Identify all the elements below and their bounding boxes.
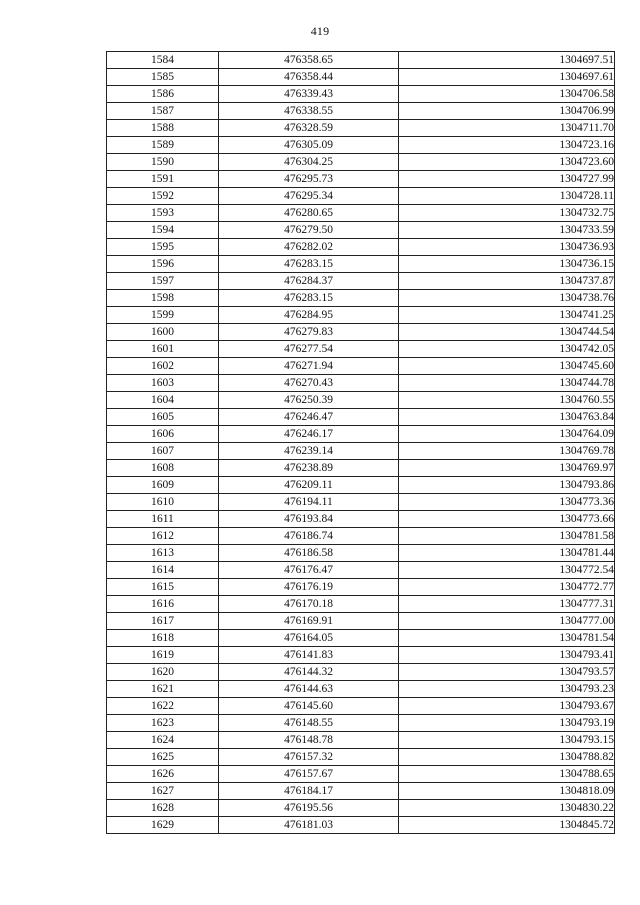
- point-number-cell: 1613: [107, 545, 219, 562]
- table-row: [107, 613, 615, 630]
- point-number-cell: 1594: [107, 222, 219, 239]
- y-coordinate-cell: 1304763.84: [399, 409, 615, 426]
- point-number-cell: 1606: [107, 426, 219, 443]
- point-number-cell: 1587: [107, 103, 219, 120]
- point-number-cell: 1591: [107, 171, 219, 188]
- y-coordinate-cell: 1304818.09: [399, 783, 615, 800]
- y-coordinate-cell: 1304745.60: [399, 358, 615, 375]
- table-row: [107, 154, 615, 171]
- point-number-cell: 1612: [107, 528, 219, 545]
- point-number-cell: 1618: [107, 630, 219, 647]
- table-row: [107, 681, 615, 698]
- table-row: [107, 137, 615, 154]
- x-coordinate-cell: 476246.47: [219, 409, 399, 426]
- y-coordinate-cell: 1304738.76: [399, 290, 615, 307]
- point-number-cell: 1625: [107, 749, 219, 766]
- table-row: [107, 239, 615, 256]
- x-coordinate-cell: 476304.25: [219, 154, 399, 171]
- table-row: [107, 171, 615, 188]
- point-number-cell: 1611: [107, 511, 219, 528]
- table-row: [107, 579, 615, 596]
- x-coordinate-cell: 476277.54: [219, 341, 399, 358]
- point-number-cell: 1609: [107, 477, 219, 494]
- x-coordinate-cell: 476164.05: [219, 630, 399, 647]
- table-row: [107, 800, 615, 817]
- y-coordinate-cell: 1304736.93: [399, 239, 615, 256]
- y-coordinate-cell: 1304793.23: [399, 681, 615, 698]
- point-number-cell: 1592: [107, 188, 219, 205]
- x-coordinate-cell: 476186.74: [219, 528, 399, 545]
- x-coordinate-cell: 476358.65: [219, 52, 399, 69]
- point-number-cell: 1620: [107, 664, 219, 681]
- x-coordinate-cell: 476283.15: [219, 290, 399, 307]
- point-number-cell: 1586: [107, 86, 219, 103]
- point-number-cell: 1629: [107, 817, 219, 834]
- x-coordinate-cell: 476145.60: [219, 698, 399, 715]
- x-coordinate-cell: 476283.15: [219, 256, 399, 273]
- table-row: [107, 86, 615, 103]
- x-coordinate-cell: 476148.78: [219, 732, 399, 749]
- x-coordinate-cell: 476176.19: [219, 579, 399, 596]
- y-coordinate-cell: 1304732.75: [399, 205, 615, 222]
- y-coordinate-cell: 1304728.11: [399, 188, 615, 205]
- x-coordinate-cell: 476184.17: [219, 783, 399, 800]
- table-row: [107, 290, 615, 307]
- table-row: [107, 375, 615, 392]
- y-coordinate-cell: 1304845.72: [399, 817, 615, 834]
- table-row: [107, 732, 615, 749]
- y-coordinate-cell: 1304830.22: [399, 800, 615, 817]
- y-coordinate-cell: 1304736.15: [399, 256, 615, 273]
- table-row: [107, 324, 615, 341]
- y-coordinate-cell: 1304781.58: [399, 528, 615, 545]
- y-coordinate-cell: 1304781.44: [399, 545, 615, 562]
- point-number-cell: 1593: [107, 205, 219, 222]
- table-row: [107, 409, 615, 426]
- y-coordinate-cell: 1304764.09: [399, 426, 615, 443]
- point-number-cell: 1616: [107, 596, 219, 613]
- page-number: 419: [310, 24, 330, 38]
- x-coordinate-cell: 476169.91: [219, 613, 399, 630]
- y-coordinate-cell: 1304773.66: [399, 511, 615, 528]
- table-row: [107, 817, 615, 834]
- table-row: [107, 392, 615, 409]
- table-row: [107, 630, 615, 647]
- x-coordinate-cell: 476295.73: [219, 171, 399, 188]
- table-row: [107, 188, 615, 205]
- y-coordinate-cell: 1304744.78: [399, 375, 615, 392]
- y-coordinate-cell: 1304772.77: [399, 579, 615, 596]
- coordinates-table-body: [107, 52, 615, 834]
- x-coordinate-cell: 476148.55: [219, 715, 399, 732]
- y-coordinate-cell: 1304777.31: [399, 596, 615, 613]
- x-coordinate-cell: 476305.09: [219, 137, 399, 154]
- coordinates-table: [106, 51, 615, 834]
- x-coordinate-cell: 476271.94: [219, 358, 399, 375]
- point-number-cell: 1610: [107, 494, 219, 511]
- table-row: [107, 664, 615, 681]
- y-coordinate-cell: 1304769.97: [399, 460, 615, 477]
- x-coordinate-cell: 476280.65: [219, 205, 399, 222]
- point-number-cell: 1608: [107, 460, 219, 477]
- table-row: [107, 341, 615, 358]
- x-coordinate-cell: 476279.83: [219, 324, 399, 341]
- table-row: [107, 511, 615, 528]
- table-row: [107, 562, 615, 579]
- table-row: [107, 494, 615, 511]
- x-coordinate-cell: 476186.58: [219, 545, 399, 562]
- table-row: [107, 52, 615, 69]
- point-number-cell: 1604: [107, 392, 219, 409]
- point-number-cell: 1603: [107, 375, 219, 392]
- point-number-cell: 1588: [107, 120, 219, 137]
- point-number-cell: 1615: [107, 579, 219, 596]
- table-row: [107, 273, 615, 290]
- point-number-cell: 1596: [107, 256, 219, 273]
- x-coordinate-cell: 476195.56: [219, 800, 399, 817]
- point-number-cell: 1624: [107, 732, 219, 749]
- x-coordinate-cell: 476141.83: [219, 647, 399, 664]
- y-coordinate-cell: 1304793.86: [399, 477, 615, 494]
- x-coordinate-cell: 476295.34: [219, 188, 399, 205]
- x-coordinate-cell: 476270.43: [219, 375, 399, 392]
- table-row: [107, 596, 615, 613]
- table-row: [107, 120, 615, 137]
- y-coordinate-cell: 1304793.15: [399, 732, 615, 749]
- x-coordinate-cell: 476239.14: [219, 443, 399, 460]
- table-row: [107, 205, 615, 222]
- x-coordinate-cell: 476284.37: [219, 273, 399, 290]
- point-number-cell: 1626: [107, 766, 219, 783]
- x-coordinate-cell: 476246.17: [219, 426, 399, 443]
- y-coordinate-cell: 1304706.99: [399, 103, 615, 120]
- table-row: [107, 443, 615, 460]
- y-coordinate-cell: 1304723.16: [399, 137, 615, 154]
- point-number-cell: 1605: [107, 409, 219, 426]
- point-number-cell: 1619: [107, 647, 219, 664]
- x-coordinate-cell: 476338.55: [219, 103, 399, 120]
- x-coordinate-cell: 476144.63: [219, 681, 399, 698]
- table-row: [107, 545, 615, 562]
- table-row: [107, 749, 615, 766]
- point-number-cell: 1628: [107, 800, 219, 817]
- y-coordinate-cell: 1304773.36: [399, 494, 615, 511]
- table-row: [107, 647, 615, 664]
- table-row: [107, 307, 615, 324]
- x-coordinate-cell: 476358.44: [219, 69, 399, 86]
- x-coordinate-cell: 476194.11: [219, 494, 399, 511]
- table-row: [107, 222, 615, 239]
- y-coordinate-cell: 1304742.05: [399, 341, 615, 358]
- point-number-cell: 1601: [107, 341, 219, 358]
- y-coordinate-cell: 1304741.25: [399, 307, 615, 324]
- y-coordinate-cell: 1304697.61: [399, 69, 615, 86]
- point-number-cell: 1622: [107, 698, 219, 715]
- table-row: [107, 715, 615, 732]
- x-coordinate-cell: 476181.03: [219, 817, 399, 834]
- y-coordinate-cell: 1304697.51: [399, 52, 615, 69]
- point-number-cell: 1627: [107, 783, 219, 800]
- point-number-cell: 1599: [107, 307, 219, 324]
- point-number-cell: 1602: [107, 358, 219, 375]
- table-row: [107, 477, 615, 494]
- point-number-cell: 1607: [107, 443, 219, 460]
- point-number-cell: 1597: [107, 273, 219, 290]
- y-coordinate-cell: 1304772.54: [399, 562, 615, 579]
- y-coordinate-cell: 1304737.87: [399, 273, 615, 290]
- point-number-cell: 1623: [107, 715, 219, 732]
- point-number-cell: 1595: [107, 239, 219, 256]
- point-number-cell: 1617: [107, 613, 219, 630]
- y-coordinate-cell: 1304727.99: [399, 171, 615, 188]
- y-coordinate-cell: 1304788.65: [399, 766, 615, 783]
- point-number-cell: 1589: [107, 137, 219, 154]
- y-coordinate-cell: 1304793.19: [399, 715, 615, 732]
- y-coordinate-cell: 1304760.55: [399, 392, 615, 409]
- table-row: [107, 69, 615, 86]
- x-coordinate-cell: 476284.95: [219, 307, 399, 324]
- x-coordinate-cell: 476144.32: [219, 664, 399, 681]
- table-row: [107, 783, 615, 800]
- y-coordinate-cell: 1304733.59: [399, 222, 615, 239]
- y-coordinate-cell: 1304793.67: [399, 698, 615, 715]
- y-coordinate-cell: 1304788.82: [399, 749, 615, 766]
- point-number-cell: 1590: [107, 154, 219, 171]
- x-coordinate-cell: 476328.59: [219, 120, 399, 137]
- y-coordinate-cell: 1304793.41: [399, 647, 615, 664]
- x-coordinate-cell: 476193.84: [219, 511, 399, 528]
- x-coordinate-cell: 476176.47: [219, 562, 399, 579]
- table-row: [107, 528, 615, 545]
- x-coordinate-cell: 476339.43: [219, 86, 399, 103]
- x-coordinate-cell: 476157.67: [219, 766, 399, 783]
- point-number-cell: 1598: [107, 290, 219, 307]
- y-coordinate-cell: 1304706.58: [399, 86, 615, 103]
- x-coordinate-cell: 476157.32: [219, 749, 399, 766]
- y-coordinate-cell: 1304744.54: [399, 324, 615, 341]
- y-coordinate-cell: 1304769.78: [399, 443, 615, 460]
- x-coordinate-cell: 476279.50: [219, 222, 399, 239]
- x-coordinate-cell: 476209.11: [219, 477, 399, 494]
- y-coordinate-cell: 1304777.00: [399, 613, 615, 630]
- y-coordinate-cell: 1304793.57: [399, 664, 615, 681]
- table-row: [107, 426, 615, 443]
- x-coordinate-cell: 476238.89: [219, 460, 399, 477]
- table-row: [107, 698, 615, 715]
- y-coordinate-cell: 1304723.60: [399, 154, 615, 171]
- table-row: [107, 103, 615, 120]
- point-number-cell: 1584: [107, 52, 219, 69]
- y-coordinate-cell: 1304781.54: [399, 630, 615, 647]
- x-coordinate-cell: 476170.18: [219, 596, 399, 613]
- point-number-cell: 1600: [107, 324, 219, 341]
- x-coordinate-cell: 476282.02: [219, 239, 399, 256]
- point-number-cell: 1621: [107, 681, 219, 698]
- point-number-cell: 1614: [107, 562, 219, 579]
- x-coordinate-cell: 476250.39: [219, 392, 399, 409]
- table-row: [107, 358, 615, 375]
- point-number-cell: 1585: [107, 69, 219, 86]
- table-row: [107, 256, 615, 273]
- y-coordinate-cell: 1304711.70: [399, 120, 615, 137]
- table-row: [107, 460, 615, 477]
- table-row: [107, 766, 615, 783]
